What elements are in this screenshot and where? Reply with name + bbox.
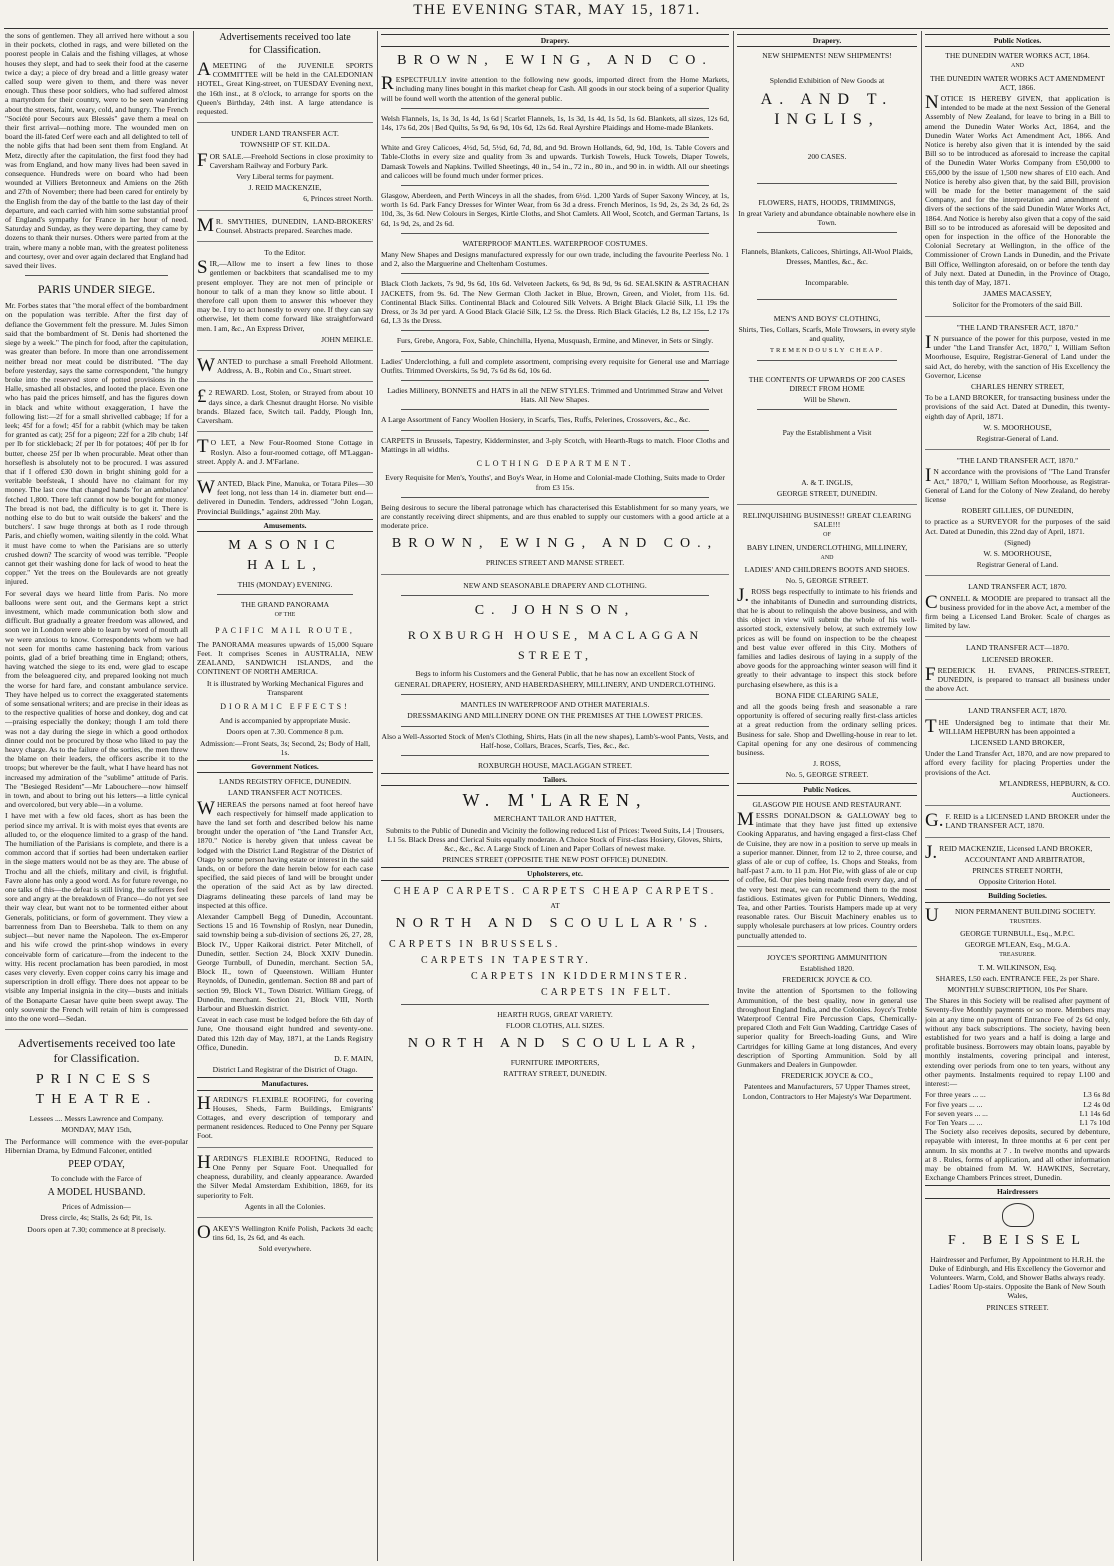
union-trustee: GEORGE M'LEAN, Esq., M.G.A. xyxy=(964,940,1071,950)
union-trustees-label: TRUSTEES. xyxy=(1009,918,1041,925)
ad-oakey-sold: Sold everywhere. xyxy=(258,1244,312,1254)
ad-incomparable: Incomparable. xyxy=(805,277,849,287)
ad-mantles-text: Many New Shapes and Designs manufactured expressly for our own trade, including the favourite Peerless No. 1 and 2, also the Marguerine and Cheltenham Costumes. xyxy=(381,250,729,269)
ad-brown-ewing-address: PRINCES STREET AND MANSE STREET. xyxy=(485,558,625,568)
section-heading: Amusements. xyxy=(197,519,373,532)
divider xyxy=(401,185,709,186)
ad-inglis-title: A. AND T. INGLIS, xyxy=(760,90,894,128)
notice-princes-north: PRINCES STREET NORTH, xyxy=(972,866,1063,876)
divider xyxy=(401,233,709,234)
notice-and: AND xyxy=(1011,63,1024,70)
union-society-title: UNION PERMANENT BUILDING SOCIETY. xyxy=(925,904,1096,926)
ad-jackets: Black Cloth Jackets, 7s 9d, 9s 6d, 10s 6d. Velveteen Jackets, 6s 9d, 8s 9d, 9s 6d. SEALSKIN & ASTRACHAN JACKETS, from 9s. 6d. The New German Cloth Jacket in Blue, Brown, Green, and Violet, from 11s. 6d. Continental Black Silks. Continental Black and Coloured Silk Velvets. A Bright Black Glacié Silk, L1 19s the Dress, or 3s 3d per yard. A Good Black Glacié Silk, L2 5s. the Dress. Rich Black Glaciés, L2 8s, L2 15s, L2 17s 6d, L3 3s the Dress. xyxy=(381,279,729,326)
theatre-text: The Performance will commence with the ever-popular Hibernian Drama, by Edmund Falconer, entitled xyxy=(5,1136,188,1155)
ad-at: AT xyxy=(550,900,560,910)
ad-harding-agents: Agents in all the Colonies. xyxy=(244,1201,326,1211)
article-heading: PARIS UNDER SIEGE. xyxy=(37,282,156,297)
union-rate-label: For five years ... ... xyxy=(925,1099,983,1109)
ad-flowers: FLOWERS, HATS, HOODS, TRIMMINGS, xyxy=(758,197,896,207)
column-divider xyxy=(921,31,922,1561)
ad-heading: UNDER LAND TRANSFER ACT. xyxy=(231,129,339,139)
royal-crest-icon xyxy=(1002,1203,1034,1227)
column-2 xyxy=(197,31,373,1561)
ad-johnson-mens: Also a Well-Assorted Stock of Men's Clothing, Shirts, Hats (in all the new shapes), Lamb's-wool Pants, Vests, and Half-hose, Collars, Braces, Scarfs, Ties, &c., &c. xyxy=(381,731,729,750)
ad-carpets-felt: CARPETS IN FELT. xyxy=(541,986,674,998)
ad-panorama-text: The PANORAMA measures upwards of 15,000 Square Feet. It comprises Scenes in AUSTRALIA, NEW ZEALAND, SANDWICH ISLANDS, and the CONTINENT OF NORTH AMERICA. xyxy=(197,639,373,677)
ad-cheap-carpets: CHEAP CARPETS. CARPETS CHEAP CARPETS. xyxy=(393,885,717,897)
notice-moorhouse-role: Registrar-General of Land. xyxy=(976,433,1059,443)
ad-calicoes: White and Grey Calicoes, 4½d, 5d, 5½d, 6d, 7d, 8d, and 9d. Brown Hollands, 6d, 9d, 10d, 1s. Table Covers and Table-Cloths in every size and quality from 3s and upwards. Turkish Towels, Huck Towels, Diaper Towels, Damask Towels and Napkins. Twilled Sheetings, 40 in., 54 in., 72 in., 80 in., and 90 in. in width. All our sheetings and calicoes will be found much under former prices. xyxy=(381,143,729,180)
ad-johnson-name: C. JOHNSON, xyxy=(474,602,636,618)
ad-joyce-company: FREDERICK JOYCE & CO. xyxy=(782,975,872,985)
section-heading: Advertisements received too late xyxy=(219,32,351,43)
theatre-prices-head: Prices of Admission— xyxy=(62,1202,131,1212)
union-treasurer: T. M. WILKINSON, Esq. xyxy=(978,962,1057,972)
section-heading: Government Notices. xyxy=(197,760,373,773)
notice-waterworks-amendment: THE DUNEDIN WATER WORKS ACT AMENDMENT ACT, 1866. xyxy=(930,73,1105,92)
ad-smythies: MR. SMYTHIES, DUNEDIN, LAND-BROKERS' Counsel. Abstracts prepared. Searches made. xyxy=(197,214,373,236)
masthead-title: THE EVENING STAR, MAY 15, 1871. xyxy=(413,2,701,18)
ad-new-shipments: NEW SHIPMENTS! NEW SHIPMENTS! xyxy=(762,51,892,61)
divider xyxy=(401,409,709,410)
ad-kilda-name: J. REID MACKENZIE, xyxy=(248,183,322,193)
ad-ross-text-2: and all the goods being fresh and seasonable a rare opportunity is offered of securing really first-class articles at a great reduction from the ordinary selling prices. Business for sale. Shop and Dwelling-house in rear to let. Capital opening for any one desirous of commencing business. xyxy=(737,701,917,757)
theatre-lessees: Lessees .... Messrs Lawrence and Company. xyxy=(29,1114,164,1124)
theatre-doors: Doors open at 7.30; commence at 8 precisely. xyxy=(27,1224,166,1234)
column-divider xyxy=(377,31,378,1561)
ad-mens-text: Shirts, Ties, Collars, Scarfs, Mole Trowsers, in every style and quality, xyxy=(738,325,916,344)
ad-beissel-name: F. BEISSEL xyxy=(948,1232,1087,1248)
notice-lta-heading: "THE LAND TRANSFER ACT, 1870." xyxy=(956,322,1079,332)
ad-ross-text: J.ROSS begs respectfully to intimate to his friends and the inhabitants of Dunedin and surrounding districts, that he is about to relinquish the above business, and with this object in view will submit the whole of his well-assorted stock, extensively below, at such extremely low prices as will be found on inspection to be the cheapest and best value ever offered in this City. Mothers of families and ladies desirous of laying in a supply of the above goods for the approaching winter season will find it greatly to their advantage to inspect this stock before purchasing elsewhere, as this is a xyxy=(737,585,917,689)
column-5 xyxy=(925,31,1110,1561)
divider xyxy=(401,755,709,756)
union-text: The Shares in this Society will be realised after payment of Seventy-five Monthly payments or so more. Members may join at any time on payment of Entrance Fee of 2s 6d only, without any back subscriptions. The society, having been established for two years and a half is doing a large and profitable business. Borrowers may obtain loans, payable by monthly instalments, covering principal and interest, extending over periods from one to ten years, without any other payments. Instalments required to repay L100 and interest:— xyxy=(925,996,1110,1089)
notice-caveat: Caveat in each case must be lodged before the 6th day of June, One thousand eight hundred and seventy-one. Dated this 12th day of May, 1871, at the Lands Registry Office, Dunedin. xyxy=(197,1015,373,1052)
section-heading: for Classification. xyxy=(53,1051,140,1066)
divider xyxy=(401,380,709,381)
divider xyxy=(925,837,1110,838)
ad-freehold: WANTED to purchase a small Freehold Allotment. Address, A. B., Robin and Co., Stuart street. xyxy=(197,355,373,377)
divider xyxy=(757,360,897,361)
section-heading: Tailors. xyxy=(381,773,729,786)
ad-underclothing: Ladies' Underclothing, a full and complete assortment, comprising every requisite for General use and Marriage Outfits. Trimmed Overskirts, 5s 9d, 7s 6d 8s 6d, 10s 6d. xyxy=(381,356,729,375)
column-divider xyxy=(193,31,194,1561)
notice-connell: CONNELL & MOODIE are prepared to transact all the business provided for in the above Act, a member of the firm being a Licensed Land Broker. Scale of charges as limited by law. xyxy=(925,591,1110,631)
notice-accountant: ACCOUNTANT AND ARBITRATOR, xyxy=(964,854,1085,864)
ad-mlaren-sub: MERCHANT TAILOR AND HATTER, xyxy=(493,814,617,824)
divider xyxy=(757,299,897,300)
ad-diorama: DIORAMIC EFFECTS! xyxy=(220,701,350,711)
notice-evans: FREDERICK H. EVANS, PRINCES-STREET, DUNEDIN, is prepared to transact all business under the above Act. xyxy=(925,663,1110,694)
ad-mlaren-text: Submits to the Public of Dunedin and Vicinity the following reduced List of Prices: Tweed Suits, L4 | Trousers, L1 5s. Black Dress and Clerical Suits equally moderate. A Choice Stock of First-class Hosiery, Gloves, Shirts, &c., &c., &c. A Large Stock of Linen and Paper Collars of newest make. xyxy=(385,825,725,853)
divider xyxy=(197,122,373,123)
ad-splendid: Splendid Exhibition of New Goods at xyxy=(769,76,885,86)
theatre-prices: Dress circle, 4s; Stalls, 2s 6d; Pit, 1s. xyxy=(40,1213,153,1223)
divider xyxy=(925,575,1110,576)
notice-moorhouse-role: Registrar General of Land. xyxy=(976,560,1059,570)
section-heading: Hairdressers xyxy=(925,1185,1110,1198)
section-heading: Upholsterers, etc. xyxy=(381,867,729,880)
section-heading: Public Notices. xyxy=(737,783,917,796)
notice-criterion: Opposite Criterion Hotel. xyxy=(978,877,1057,887)
divider xyxy=(925,636,1110,637)
divider xyxy=(401,351,709,352)
ad-joyce-established: Established 1820. xyxy=(800,964,854,973)
union-rate-label: For Ten Years ... ... xyxy=(925,1117,983,1127)
ad-mlaren-address: PRINCES STREET (OPPOSITE THE NEW POST OFFICE) DUNEDIN. xyxy=(442,855,668,865)
notice-moorhouse: W. S. MOORHOUSE, xyxy=(983,422,1052,432)
divider xyxy=(401,330,709,331)
ad-brown-ewing-signature: BROWN, EWING, AND CO., xyxy=(391,536,719,552)
section-heading: Public Notices. xyxy=(925,34,1110,47)
divider xyxy=(401,1004,709,1005)
theatre-title: PRINCESS THEATRE. xyxy=(35,1072,158,1108)
ad-masonic-evening: THIS (MONDAY) EVENING. xyxy=(237,579,333,589)
notice-title: LAND TRANSFER ACT NOTICES. xyxy=(227,788,343,798)
union-rate-value: L1 14s 6d xyxy=(1079,1108,1110,1118)
ad-johnson-mantles: MANTLES IN WATERPROOF AND OTHER MATERIALS. xyxy=(460,700,650,710)
divider xyxy=(737,504,917,505)
ad-johnson-address: ROXBURGH HOUSE, MACLAGGAN STREET. xyxy=(477,760,633,770)
column-divider xyxy=(733,31,734,1561)
ad-millinery: Ladies Millinery, BONNETS and HATS in all the NEW STYLES. Trimmed and Untrimmed Straw and Velvet Hats. All New Shapes. xyxy=(387,386,723,405)
ad-panorama-illustrated: It is illustrated by Working Mechanical Figures and Transparent xyxy=(206,678,364,697)
article-paragraph: the sons of gentlemen. They all arrived here without a sou in their pockets, clothed in rags, and were billeted on the poorest people in Calais and the fishing villages, at whose houses they slept, and had to seek their food at the caserne twice a day; a piece of dry bread and a little greasy water called soup were given to them, and there was never enough. Thus these poor soldiers, who had suffered almost a martyrdom for their country, were to be seen wandering about the streets, faint, weary, cold, and hungry. The French "Société pour Secours aux Blessés" gave them a meal on their first arrival—nothing more. The wounded men on board the ill-fated Cerf were each and all delighted to tell of the noble gifts that had been sent them from England. At Metz, directly after the capitulation, the first food they had was from England, and how many lives had been saved in consequence. Hundreds were on board who had been wounded at Villiers Bretonneux and Amiens on the 26th and 27th of November; there had been cared for entirely by the English from the day of the battle to the last day of their departure, and each carried with him some substantial proof of England's sympathy for France in her hour of need. Saturday and Sunday, as they were departing, they came by dozens to thank their nurses. Others were parted from at the train, where many a noble man, with the greatest politeness and courtesy, over and over again declared that England had saved their lives. xyxy=(5,31,188,271)
notice-waterworks-text: NOTICE IS HEREBY GIVEN, that application is intended to be made at the next Session of the General Assembly of New Zealand, for leave to bring in a Bill to amend the Dunedin Water Works Act, 1864, and the Dunedin Water Works Act Amendment Act, 1866. And Notice is hereby also given that it is intended by the said Bill so to be introduced as aforesaid to increase the capital of the Dunedin Water Works Company from £50,000 to £65,000 by the issue of 1,500 new shares of £10 each. And Notice is hereby also given that, by the said Bill, provision will be made for the better management of the said Company, and for the interpretation and amendment of divers of the sections of the said Dunedin Water Works Act, 1864. And Notice is hereby also given that a copy of the said Bill so to be introduced as aforesaid will be deposited and open for inspection in the office of the Honorable the Colonial Secretary at Wellington, in the office of the Commissioner of Crown Lands in Dunedin, and the Private Bill Office, Wellington aforesaid, on or before the tenth day of July next. Dated at Dunedin, in the Province of Otago, this tenth day of May, 1871. xyxy=(925,92,1110,288)
ad-mens-clothing: MEN'S AND BOYS' CLOTHING, xyxy=(773,314,881,324)
ad-glasgow-pie-house: GLASGOW PIE HOUSE AND RESTAURANT. xyxy=(752,799,902,809)
ad-baby-linen: BABY LINEN, UNDERCLOTHING, MILLINERY, xyxy=(746,542,908,552)
letter-heading: To the Editor. xyxy=(264,248,306,258)
ad-tremendously-cheap: TREMENDOUSLY CHEAP. xyxy=(769,346,885,354)
letter-signature: JOHN MEIKLE. xyxy=(321,334,373,344)
ad-joyce-title: JOYCE'S SPORTING AMMUNITION xyxy=(767,952,887,962)
ad-no5: No. 5, GEORGE STREET. xyxy=(785,576,869,586)
union-rate-row xyxy=(925,1109,1110,1118)
ad-ross-signature: J. ROSS, xyxy=(813,759,841,769)
ad-brown-ewing-title: BROWN, EWING, AND CO. xyxy=(397,53,713,69)
union-rate-value: L3 6s 8d xyxy=(1083,1090,1110,1100)
article-paragraph: I have met with a few old faces, short as has been the period since my arrival. It is with moist eyes that events are alluded to, or the eloquence limited to a grasp of the hand. The humiliation of the Parisians is complete, and there is a common accord that if sorties had been undertaken earlier in the siege matters would not be as they are. The abuse of Trochu and all the chiefs, military and civil, is frightful. Favre alone has only a good word. As for future revenge, no one talks of this—the defeat is still living, the sufferers feel sore and angry at the breakdown of France—do not yet see their way clear, but want not to be tormented either about Generals, politicians, or form of government. They view a barrenness from Dan to Beersheba. Talk to them on any subject—but never name the Napoleon. The ex-Emperor and his wife crowd the print-shop windows in every conceivable form of caricature—from the indecent to the witty. His recent proclamation has been parodied, in most cases very cleverly. Even copper coins carry his image and superscription in droll effigy. There does not appear to be visible any Imperial insignia in the city—busts and initials of the Bonaparte Caesar have quite been swept away. The only souvenir the French will retain of him is compressed into the one word—Sedan. xyxy=(5,811,188,1023)
ad-carpets: CARPETS in Brussels, Tapestry, Kidderminster, and 3-ply Scotch, with Hearth-Rugs to match. Floor Cloths and Mattings in all widths. xyxy=(381,435,729,454)
divider xyxy=(197,241,373,242)
ad-ladies-boots: LADIES' AND CHILDREN'S BOOTS AND SHOES. xyxy=(744,565,910,575)
ad-panorama: THE GRAND PANORAMA xyxy=(240,600,330,610)
ad-floor-cloths: FLOOR CLOTHS, ALL SIZES. xyxy=(505,1020,605,1030)
divider xyxy=(197,472,373,473)
ad-to-let: TO LET, a New Four-Roomed Stone Cottage in Roslyn. Also a four-roomed cottage, off M'Laggan-street. Apply A. and J. M'Farlane. xyxy=(197,436,373,466)
ad-mantles: WATERPROOF MANTLES. WATERPROOF COSTUMES. xyxy=(462,238,648,248)
ad-admission: Admission:—Front Seats, 3s; Second, 2s; Body of Hall, 1s. xyxy=(199,738,371,757)
divider xyxy=(925,805,1110,806)
notice-macassey: JAMES MACASSEY, xyxy=(983,289,1052,299)
theatre-farce-intro: To conclude with the Farce of xyxy=(51,1173,142,1183)
ad-harding-roofing: HARDING'S FLEXIBLE ROOFING, Reduced to One Penny per Square Foot. Unequalled for cheapness, durability, and cleanly appearance. Awarded the Silver Medal Amsterdam Exhibition, 1869, for its superiority to Felt. xyxy=(197,1151,373,1200)
notice-gillies-text: IN accordance with the provisions of "The Land Transfer Act," 1870," I, William Sefton Moorhouse, as Registrar-General of Land for the Colony of New Zealand, do hereby license xyxy=(925,465,1110,504)
divider xyxy=(401,595,709,596)
ad-visit: Pay the Establishment a Visit xyxy=(782,428,872,438)
notice-signed: (Signed) xyxy=(1004,537,1031,547)
notice-lta-heading: LAND TRANSFER ACT, 1870. xyxy=(968,582,1067,592)
ad-contents: THE CONTENTS OF UPWARDS OF 200 CASES DIRECT FROM HOME xyxy=(748,374,906,394)
ad-glasgow-text: MESSRS DONALDSON & GALLOWAY beg to intimate that they have just fitted up extensive Cooking Apparatus, and having engaged a first-class Chef de Cuisine, they are now in a position to serve up meals in a superior manner. Dinner, from 12 to 2, three course, and glass of ale or cup of coffee, 1s. Chops and Steaks, from half-past 7 a.m. to 11 p.m. Hot Pie, with glass of ale or cup of coffee, 6d. Our pies being made fresh every day, and of the very best meat, we can recommend them to the most fastidious. Estimates given for Public Dinners, Wedding, Tea, and other Parties. Tourists Hampers made up at very reasonable rates. Our Biscuit Machinery enables us to supply wholesale purchasers at low prices. Country orders punctually attended to. xyxy=(737,808,917,940)
notice-charles-text: To be a LAND BROKER, for transacting business under the provisions of the said Act. Dated at Dunedin, this twenty-eighth day of April, 1871. xyxy=(925,393,1110,421)
notice-street-text: IN pursuance of the power for this purpose, vested in me under "the Land Transfer Act, 1870," I, William Sefton Moorhouse, Esquire, Registrar-General of Land under the said Act, do hereby, with the sanction of His Excellency the Governor, License xyxy=(925,331,1110,380)
divider xyxy=(401,497,709,498)
ad-clothing-text: Every Requisite for Men's, Youths', and Boy's Wear, in Home and Colonial-made Clothing, Suits made to Order from £3 15s. xyxy=(385,473,725,492)
ad-pacific: PACIFIC MAIL ROUTE, xyxy=(215,625,355,635)
divider xyxy=(925,316,1110,317)
ad-inglis-signature: A. & T. INGLIS, xyxy=(801,477,853,487)
notice-hepburn: THE Undersigned beg to intimate that their Mr. WILLIAM HEPBURN has been appointed a xyxy=(925,715,1110,737)
ad-shewn: Will be Shewn. xyxy=(803,395,851,405)
union-monthly: MONTHLY SUBSCRIPTION, 10s Per Share. xyxy=(947,985,1088,995)
ad-george-street: GEORGE STREET, DUNEDIN. xyxy=(776,488,878,498)
ad-reward: £2 REWARD. Lost, Stolen, or Strayed from about 10 days since, a dark Chesnut draught Horse. No visible brands. Blazed face, Switch tail. Paddy, Plough Inn, Caversham. xyxy=(197,386,373,426)
ad-ross-address: No. 5, GEORGE STREET. xyxy=(785,770,869,780)
notice-auctioneers: Auctioneers. xyxy=(1071,790,1110,800)
union-rate-row xyxy=(925,1090,1110,1099)
union-trustee: GEORGE TURNBULL, Esq., M.P.C. xyxy=(960,929,1075,939)
ad-patronage: Being desirous to secure the liberal patronage which has characterised this Establishment for so many years, we are constantly receiving direct shipments, and are thus enabled to supply our customers with a good article at a moderate price. xyxy=(381,502,729,531)
ad-joyce-text: Invite the attention of Sportsmen to the following Ammunition, of the best quality, now in general use throughout England India, and the Colonies. Joyce's Treble Waterproof Central Fire Percussion Caps, Chemically-prepared Cloth and Felt Gun Wadding, Cartridge Cases of superior quality for Breech-loading Guns, and Wire Cartridges for killing Game at long distances, And every description of Sporting Ammunition. Sold by all Gunmakers and Dealers in Gunpowder. xyxy=(737,986,917,1070)
section-heading: for Classification. xyxy=(249,45,321,56)
notice-lta-heading: LAND TRANSFER ACT—1870. xyxy=(965,643,1070,653)
ad-north-scoullar: NORTH AND SCOULLAR'S. xyxy=(395,915,715,931)
divider xyxy=(5,1029,188,1030)
ad-doors: Doors open at 7.30. Commence 8 p.m. xyxy=(226,727,344,737)
ad-flannels: Welsh Flannels, 1s, 1s 3d, 1s 4d, 1s 6d | Scarlet Flannels, 1s, 1s 3d, 1s 4d, 1s 5d, 1s 6d. Blankets, all sizes, 12s 6d, 14s, 17s 6d, 20s | Bed Quilts, 5s 9d, 6s 9d, 10s 6d, 12s 6d. Real Ayrshire Plaidings and Home-made Blankets. xyxy=(381,113,729,133)
ad-joyce-signature: FREDERICK JOYCE & CO., xyxy=(781,1071,873,1081)
ad-kilda: FOR SALE.—Freehold Sections in close proximity to Caversham Railway and Forbury Park. xyxy=(197,149,373,171)
notice-list: Alexander Campbell Begg of Dunedin, Accountant. Sections 15 and 16 Township of Roslyn, near Dunedin, said township being a sub-division of sections 26, 27, 28, Block IV., Upper Kaikorai district. Peter Mitchell, of Dunedin, settler. Section 24, Block XXIV Dunedin. George Turnbull, of Dunedin, merchant. Section 5A, Block II., town of Queenstown. William Hunter Reynolds, of Dunedin, gentleman. Section 88 and part of section 99, Block VI., Town District. William Gregg, of Dunedin, merchant. Section 21, Block VIII, North Harbour and Blueskin district. xyxy=(197,912,373,1014)
ad-north-scoullar-signature: NORTH AND SCOULLAR, xyxy=(407,1036,703,1052)
divider xyxy=(197,1217,373,1218)
ad-roxburgh-house: ROXBURGH HOUSE, MACLAGGAN STREET, xyxy=(407,627,703,662)
union-rate-value: L1 7s 10d xyxy=(1079,1117,1110,1127)
ad-seasonable: NEW AND SEASONABLE DRAPERY AND CLOTHING. xyxy=(463,580,647,590)
letter-text: SIR,—Allow me to insert a few lines to those gentlemen or backbiters that scandalised me to my present employer. They are not men of principle or honour to talk of a man they know so little about. I therefore call upon them to answer this whoever they may be. I try to act honestly to every one. If they can say otherwise, let them come forward like straightforward men. I am, &c., An Express Driver, xyxy=(197,257,373,333)
theatre-farce: A MODEL HUSBAND. xyxy=(47,1187,146,1199)
ad-hearth-rugs: HEARTH RUGS, GREAT VARIETY. xyxy=(497,1009,613,1019)
ad-johnson-text: Begs to inform his Customers and the General Public, that he has now an excellent Stock of xyxy=(415,668,695,678)
union-treasurer-label: TREASURER. xyxy=(999,952,1036,959)
divider xyxy=(757,409,897,410)
ad-relinquishing: RELINQUISHING BUSINESS!! GREAT CLEARING SALE!!! xyxy=(742,511,912,530)
divider xyxy=(25,275,168,276)
notice-waterworks-act: THE DUNEDIN WATER WORKS ACT, 1864. xyxy=(945,51,1090,61)
ad-brown-ewing-intro: RESPECTFULLY invite attention to the following new goods, imported direct from the Home Markets, including many lines bought in this market cheap for Cash. All goods in our stock being of a superior Quality will be found well worth the attention of the general public. xyxy=(381,73,729,103)
notice-signature: D. F. MAIN, xyxy=(334,1054,373,1064)
divider xyxy=(197,1147,373,1148)
notice-text: WHEREAS the persons named at foot hereof have each respectively for himself made application to have the land set forth and described below his name brought under the operation of "the Land Transfer Act, 1870." Notice is hereby given that unless caveat be lodged with the District Land Registrar of the District of Otago by some person having estate or interest in the said lands, on or before the date herein below for each case specified, the said pieces of land will be brought under the operation of the said Act as by law directed. Diagrams delineating these parcels of land may be inspected at this office. xyxy=(197,797,373,910)
union-rate-row xyxy=(925,1118,1110,1127)
ad-oakey: OAKEY'S Wellington Knife Polish, Packets 3d each; tins 6d, 1s, 2s 6d, and 4s each. xyxy=(197,1221,373,1243)
section-heading: Advertisements received too late xyxy=(17,1036,176,1051)
notice-landress: M'LANDRESS, HEPBURN, & CO. xyxy=(999,778,1110,788)
ad-flowers-text: In great Variety and abundance obtainable nowhere else in Town. xyxy=(738,209,916,228)
union-rate-label: For three years ... ... xyxy=(925,1090,986,1100)
ad-joyce-address: Patentees and Manufacturers, 57 Upper Thames street, London, Contractors to Her Majesty's War Department. xyxy=(742,1082,912,1101)
ad-carpets-brussels: CARPETS IN BRUSSELS. xyxy=(389,938,561,950)
ad-cases: 200 CASES. xyxy=(807,151,847,161)
notice-office: LANDS REGISTRY OFFICE, DUNEDIN. xyxy=(219,777,351,787)
theatre-play: PEEP O'DAY, xyxy=(68,1158,125,1170)
notice-hepburn-broker: LICENSED LAND BROKER, xyxy=(970,738,1065,747)
notice-lta-heading: "THE LAND TRANSFER ACT, 1870." xyxy=(956,456,1079,466)
notice-gillies: ROBERT GILLIES, OF DUNEDIN, xyxy=(961,506,1074,516)
notice-licensed-broker: LICENSED BROKER. xyxy=(981,654,1054,664)
notice-hepburn-text: Under the Land Transfer Act, 1870, and are now prepared to afford every facility for placing Properties under the provisions of the Act. xyxy=(925,749,1110,777)
article-paragraph: Mr. Forbes states that "the moral effect of the bombardment on the population was terrible. After the first day of defiance the Government felt the pressure. M. Jules Simon said that the bombardment of St. Denis had shortened the siege by a week." The pinch for food, after the capitulation, was greater than before. In more than one arrondissement neither bread nor meat could be distributed. "The day before yesterday, says the same correspondent, "the hungry broke into the reserved store of potted provisions in the Halle, smashed all obstacles, and looted the place. Even one who has paid the prices himself, and has the figures down in black and white without exaggeration, I have the following list:—2f for a small shrivelled cabbage; 1f for a leek; 45f for a fowl; 45f for a rabbit (which may be taken for granted as cat); 25f for a pigeon; 22f for a 2lb chub; 14f per lb for stickleback; 2f per lb for potatoes; 40f per lb for butter, cheese 25f per lb when procurable. Meat other than horseflesh is absolutely not to be procured. I was assured that if I offered £30 down in bright shining gold for a veritable beefsteak, I should have no claimant for my money. The last cow that changed hands 'for an ambulance' fetched 1,800. There left cannot now be bought for money. The bread is not bad, the difficulty is to get it. There is nothing else to do but to wait outside the bakers' and the butchers'. I saw huge throngs at both as I rode through Paris, and chiefly women, waiting silently in the cold. What it must have come to when the Parisians are so utterly crushed down? The scarcity of wood was terrible. "People cannot get their washing done for lack of wood to heat the copper." Yet the trees on the Boulevards are not greatly injured. xyxy=(5,301,188,587)
masthead-rule xyxy=(4,28,1108,29)
divider xyxy=(197,381,373,382)
divider xyxy=(401,108,709,109)
divider xyxy=(217,594,353,595)
ad-kilda-terms: Very Liberal terms for payment. xyxy=(236,172,334,182)
union-text-2: The Society also receives deposits, secured by debenture, repayable with interest, In three months at 6 per cent per annum. In six months at 7 . In twelve months and upwards at 8 . Rules, forms of application, and all other information may be obtained from M. W. HAWKINS, Secretary, Exchange Chambers Princes street, Dunedin. xyxy=(925,1127,1110,1183)
ad-flannels: Flannels, Blankets, Calicoes, Shirtings, All-Wool Plaids, Dresses, Mantles, &c., &c. xyxy=(741,247,913,266)
divider xyxy=(401,137,709,138)
divider xyxy=(197,210,373,211)
section-heading: Drapery. xyxy=(737,34,917,47)
notice-moorhouse: W. S. MOORHOUSE, xyxy=(983,548,1052,558)
article-paragraph: For several days we heard little from Paris. No more balloons were sent out, and the Germans kept a strict investment, which made communication both slow and difficult. But gradually a greater freedom was allowed, and soon we in London were able to learn by word of mouth all we were anxious to know. Correspondents whom we had not seen for months came hastening back from various points, glad of a brief breathing time in England; others, having watched the siege to its end, were glad to escape from the beleaguered city, and prepared looking not much the worse for hard fare, and constant ambulance service. They have helped us to correct the exaggerated statements of some sensational writers; and are precise in their ideas as to the respective qualities of horse and donkey, dog and cat—praising especially the donkey; though I am told there was not a day during the siege in which a good orthodox dinner could not be procured by those who liked to pay the heavy charge. As to the failure of the sorties, the men threw the blame on their leaders, the officers ascribe it to the troops; but wherever be the fault, what I have heard has not increased my admiration of the "sublime" attitude of Paris. The "Besieged Resident"—Mr Labouchere—now himself in town, and about to bring out his letters—a little cynical and overcolored, but very able—in a volume. xyxy=(5,588,188,810)
divider xyxy=(401,726,709,727)
divider xyxy=(925,449,1110,450)
ad-subheading: TOWNSHIP OF ST. KILDA. xyxy=(240,140,330,150)
ad-carpets-kidderminster: CARPETS IN KIDDERMINSTER. xyxy=(471,970,690,982)
divider xyxy=(381,574,729,575)
notice-signature-role: District Land Registrar of the District of Otago. xyxy=(212,1065,358,1075)
ad-mlaren-name: W. M'LAREN, xyxy=(462,790,648,811)
ad-beissel-address: PRINCES STREET. xyxy=(986,1302,1049,1312)
ad-rattray-street: RATTRAY STREET, DUNEDIN. xyxy=(503,1069,607,1079)
column-3 xyxy=(381,31,729,1561)
union-rate-value: L2 4s 0d xyxy=(1083,1099,1110,1109)
divider xyxy=(757,183,897,184)
notice-gillies-text-2: to practice as a SURVEYOR for the purposes of the said Act. Dated at Dunedin, this 22nd day of April, 1871. xyxy=(925,517,1110,536)
theatre-date: MONDAY, MAY 15th, xyxy=(61,1125,132,1135)
ad-kilda-address: 6, Princes street North. xyxy=(303,194,373,204)
divider xyxy=(737,946,917,947)
ad-bona-fide: BONA FIDE CLEARING SALE, xyxy=(775,690,879,700)
ad-clothing-dept: CLOTHING DEPARTMENT. xyxy=(476,459,634,469)
section-heading: Manufactures. xyxy=(197,1077,373,1090)
divider xyxy=(197,431,373,432)
notice-charles-street: CHARLES HENRY STREET, xyxy=(970,381,1065,391)
column-1 xyxy=(5,31,188,1561)
union-rate-label: For seven years ... ... xyxy=(925,1108,988,1118)
ad-and: AND xyxy=(820,554,834,561)
union-shares: SHARES, L50 each. ENTRANCE FEE, 2s per Share. xyxy=(935,973,1100,983)
ad-johnson-dressmaking: DRESSMAKING AND MILLINERY DONE ON THE PREMISES AT THE LOWEST PRICES. xyxy=(407,711,703,721)
union-rates-table xyxy=(925,1090,1110,1127)
ad-wanted: WANTED, Black Pine, Manuka, or Totara Piles—30 feet long, not less than 14 in. diameter butt end—delivered in Dunedin. Tenders, addressed "John Logan, Provincial Buildings," against 20th May. xyxy=(197,476,373,516)
divider xyxy=(401,273,709,274)
ad-carpets-tapestry: CARPETS IN TAPESTRY. xyxy=(421,954,591,966)
notice-gf-reid: G.F. REID is a LICENSED LAND BROKER under the LAND TRANSFER ACT, 1870. xyxy=(925,810,1110,832)
ad-furs: Furs, Grebe, Angora, Fox, Sable, Chinchilla, Hyena, Musquash, Ermine, and Minever, in Sets or Singly. xyxy=(396,336,714,346)
union-rate-row xyxy=(925,1100,1110,1109)
divider xyxy=(197,350,373,351)
ad-masonic-hall: MASONIC HALL, xyxy=(228,537,342,573)
column-4 xyxy=(737,31,917,1561)
ad-harding-roofing: HARDING'S FLEXIBLE ROOFING, for covering Houses, Sheds, Farm Buildings, Emigrants' Cottages, and every description of temporary and permanent residences. Reduced to One Penny per Square Foot. xyxy=(197,1092,373,1141)
notice-mackenzie: J.REID MACKENZIE, Licensed LAND BROKER, xyxy=(925,841,1093,863)
ad-juvenile-sports: AMEETING of the JUVENILE SPORTS COMMITTEE will be held in the CALEDONIAN HOTEL, Great King-street, on TUESDAY Evening next, the 16th inst., at 8 o'clock, to arrange for sports on the Queen's Birthday, 24th inst. A large attendance is requested. xyxy=(197,59,373,117)
divider xyxy=(401,430,709,431)
ad-diorama-music: And is accompanied by appropriate Music. xyxy=(219,716,351,726)
ad-johnson-stock: GENERAL DRAPERY, HOSIERY, AND HABERDASHERY, MILLINERY, AND UNDERCLOTHING. xyxy=(394,679,716,689)
ad-furniture-importers: FURNITURE IMPORTERS, xyxy=(510,1058,600,1068)
divider xyxy=(925,699,1110,700)
divider xyxy=(401,694,709,695)
section-heading: Drapery. xyxy=(381,34,729,47)
ad-of: OF xyxy=(823,532,831,539)
notice-lta-heading: LAND TRANSFER ACT, 1870. xyxy=(968,706,1067,716)
ad-panorama-of: OF THE xyxy=(274,612,296,619)
notice-macassey-role: Solicitor for the Promoters of the said Bill. xyxy=(952,300,1083,310)
section-heading: Building Societies. xyxy=(925,889,1110,902)
divider xyxy=(757,232,897,233)
ad-beissel-text: Hairdresser and Perfumer, By Appointment to H.R.H. the Duke of Edinburgh, and His Excellency the Governor and Volunteers. Warm, Cold, and Shower Baths always ready. Ladies' Room Up-stairs. Opposite the Bank of New South Wales, xyxy=(929,1254,1106,1301)
ad-winceys: Glasgow, Aberdeen, and Perth Winceys in all the shades, from 6½d. 1,200 Yards of Super Saxony Wincey, at 1s, worth 1s 6d. Park Fancy Dresses for Winter Wear, from 6s 3d a dress. French Merinos, 1s 9d, 2s, 2s 3d, 2s 6d, 2s 10d, 3s, 3s 6d. New Colours in Serges, Kirtle Cloths, and Shot Camlets. All Wool, Scotch, and German Tartans, 1s 6d, 1s 9d, 2s, and 2s 6d. xyxy=(381,191,729,228)
ad-hosiery: A Large Assortment of Fancy Woollen Hosiery, in Scarfs, Ties, Ruffs, Pelerines, Crossovers, &c., &c. xyxy=(381,415,691,425)
